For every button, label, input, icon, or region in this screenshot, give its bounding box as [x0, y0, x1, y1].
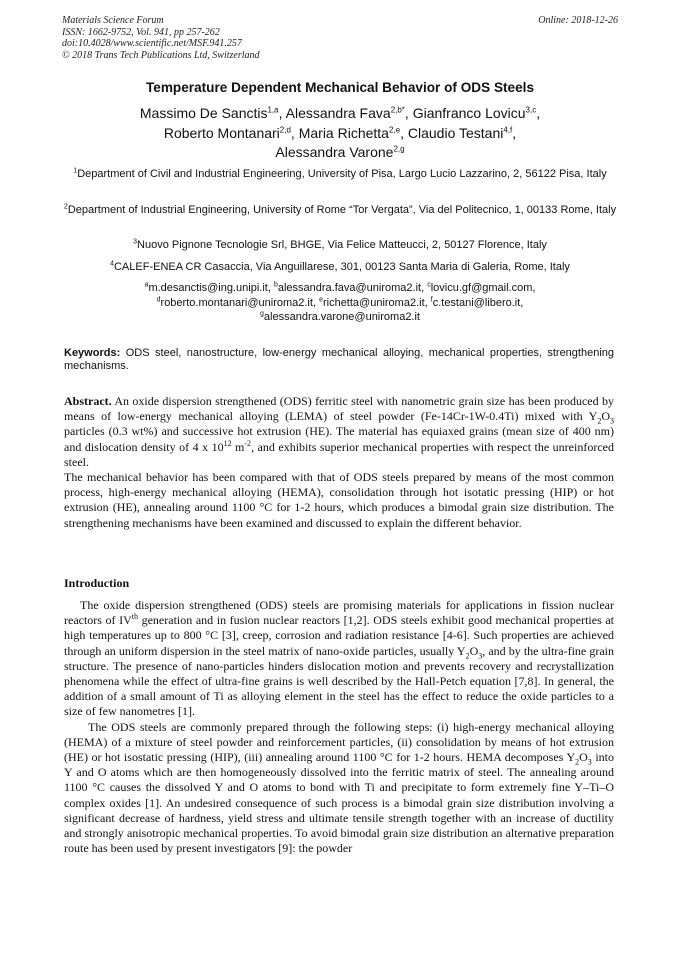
author: Massimo De Sanctis$^{1,a}$, [139, 105, 286, 121]
email-link[interactable]: $^c$lovicu.gf@gmail.com [427, 281, 533, 294]
author: Maria Richetta$^{2,e}$, [298, 124, 408, 141]
author: Roberto Montanari$^{2,d}$, [163, 124, 299, 141]
email-link[interactable]: $^b$alessandra.fava@uniroma2.it [273, 281, 422, 294]
keywords [64, 347, 614, 373]
author-list [60, 104, 620, 163]
email-list: $^a$m.desanctis@ing.unipi.it, $^b$alessandra.fava@uniroma2.it, $^c$lovicu.gf@gmail.com, $^d$roberto.montanari@uniroma2.it, $^e$richetta@uniroma2.it, $^f$c.testani@libero.it, $^g$alessandra.varone@uniroma2.it [144, 281, 536, 323]
issn: ISSN: 1662-9752, Vol. 941, pp 257-262 [62, 26, 220, 38]
section-heading: Introduction [64, 576, 130, 590]
intro-paragraph: The oxide dispersion strengthened (ODS) steels are promising materials for applications in fission nuclear reactors of IVth generation and in fusion nuclear reactors [1,2]. ODS steels exhibit good mechanical properties at high temperatures up to 800 °C [3], creep, corrosion and radiation resistance [4-6]. Such properties are achieved through an uniform dispersion in the steel matrix of nano-oxide particles, usually $Y_2O_3$, and by the ultra-fine grain structure. The presence of nano-particles hinders dislocation motion and prevents recovery and recrystallization phenomena while the effect of ultra-fine grains is well described by the Hall-Petch equation [7,8]. In general, the addition of a small amount of Ti as alloying element in the steel has the effect to reduce the oxide particles to a size of few nanometres [1]. [64, 598, 614, 719]
online-date: Online: 2018-12-26 [538, 15, 618, 26]
keywords-text: ODS steel, nanostructure, low-energy mechanical alloying, mechanical properties, strengthening mechanisms. [64, 347, 615, 372]
email-link[interactable]: $^g$alessandra.varone@uniroma2.it [260, 310, 420, 323]
journal-name: Materials Science Forum [62, 15, 164, 26]
author: Gianfranco Lovicu$^{3,c}$, [412, 105, 541, 121]
abstract-paragraph: Abstract. An oxide dispersion strengthened (ODS) ferritic steel with nanometric grain size has been produced by means of low-energy mechanical alloying (LEMA) of steel powder (Fe-14Cr-1W-0.4Ti) mixed with $Y_2O_3$ particles (0.3 wt%) and successive hot extrusion (HE). The material has equiaxed grains (mean size of 400 nm) and dislocation density of 4 x $10^{12}$ $m^{-2}$, and exhibits superior mechanical properties with respect the unreinforced steel. [64, 394, 614, 469]
paper-title: Temperature Dependent Mechanical Behavior of ODS Steels [145, 80, 535, 95]
affiliation: $^2$Department of Industrial Engineering, University of Rome “Tor Vergata”, Via del Politecnico, 1, 00133 Rome, Italy [63, 203, 617, 216]
email-link[interactable]: $^f$c.testani@libero.it [430, 295, 521, 309]
keywords-label: Keywords: [64, 347, 121, 359]
email-link[interactable]: $^a$m.desanctis@ing.unipi.it [144, 281, 268, 294]
email-link[interactable]: $^d$roberto.montanari@uniroma2.it [156, 295, 313, 309]
affiliation: $^4$CALEF-ENEA CR Casaccia, Via Anguillarese, 301, 00123 Santa Maria di Galeria, Rome, Italy [110, 260, 570, 273]
author: Claudio Testani$^{4,f}$, [407, 124, 517, 141]
abstract-paragraph: The mechanical behavior has been compared with that of ODS steels prepared by means of the most common process, high-energy mechanical alloying (HEMA), consolidation through hot isotatic pressing (HIP) or hot extrusion (HE), annealing around 1100 °C for 1-2 hours, which produces a bimodal grain size distribution. The strengthening mechanisms have been examined and discussed to explain the different behavior. [64, 470, 614, 530]
introduction-body [64, 598, 614, 856]
author: Alessandra Fava$^{2,b*}$, [285, 105, 413, 121]
author: Alessandra Varone$^{2,g}$ [275, 144, 405, 160]
email-link[interactable]: $^e$richetta@uniroma2.it [319, 295, 425, 309]
affiliation: $^3$Nuovo Pignone Tecnologie Srl, BHGE, Via Felice Matteucci, 2, 50127 Florence, Italy [133, 238, 547, 251]
affiliation: $^1$Department of Civil and Industrial Engineering, University of Pisa, Largo Lucio Lazzarino, 2, 56122 Pisa, Italy [73, 167, 607, 180]
doi: doi:10.4028/www.scientific.net/MSF.941.257 [62, 38, 242, 49]
copyright: © 2018 Trans Tech Publications Ltd, Switzerland [62, 49, 260, 61]
abstract-label: Abstract. [64, 394, 112, 408]
abstract [64, 394, 614, 531]
journal-header [62, 15, 618, 61]
intro-paragraph: The ODS steels are commonly prepared through the following steps: (i) high-energy mechanical alloying (HEMA) of a mixture of steel powder and reinforcement particles, (ii) consolidation by means of hot extrusion (HE) or hot isostatic pressing (HIP), (iii) annealing around 1100 °C for 1-2 hours. HEMA decomposes $Y_2O_3$ into Y and O atoms which are then homogeneously dissolved into the ferritic matrix of steel. The annealing around 1100 °C causes the dissolved Y and O atoms to bond with Ti and precipitate to form extremely fine Y–Ti–O complex oxides [1]. An undesired consequence of such process is a bimodal grain size distribution involving a significant decrease of hardness, yield stress and ultimate tensile strength together with an increase of ductility and strongly anisotropic mechanical properties. To avoid bimodal grain size distribution an alternative preparation route has been used by present investigators [9]: the powder [64, 719, 614, 856]
